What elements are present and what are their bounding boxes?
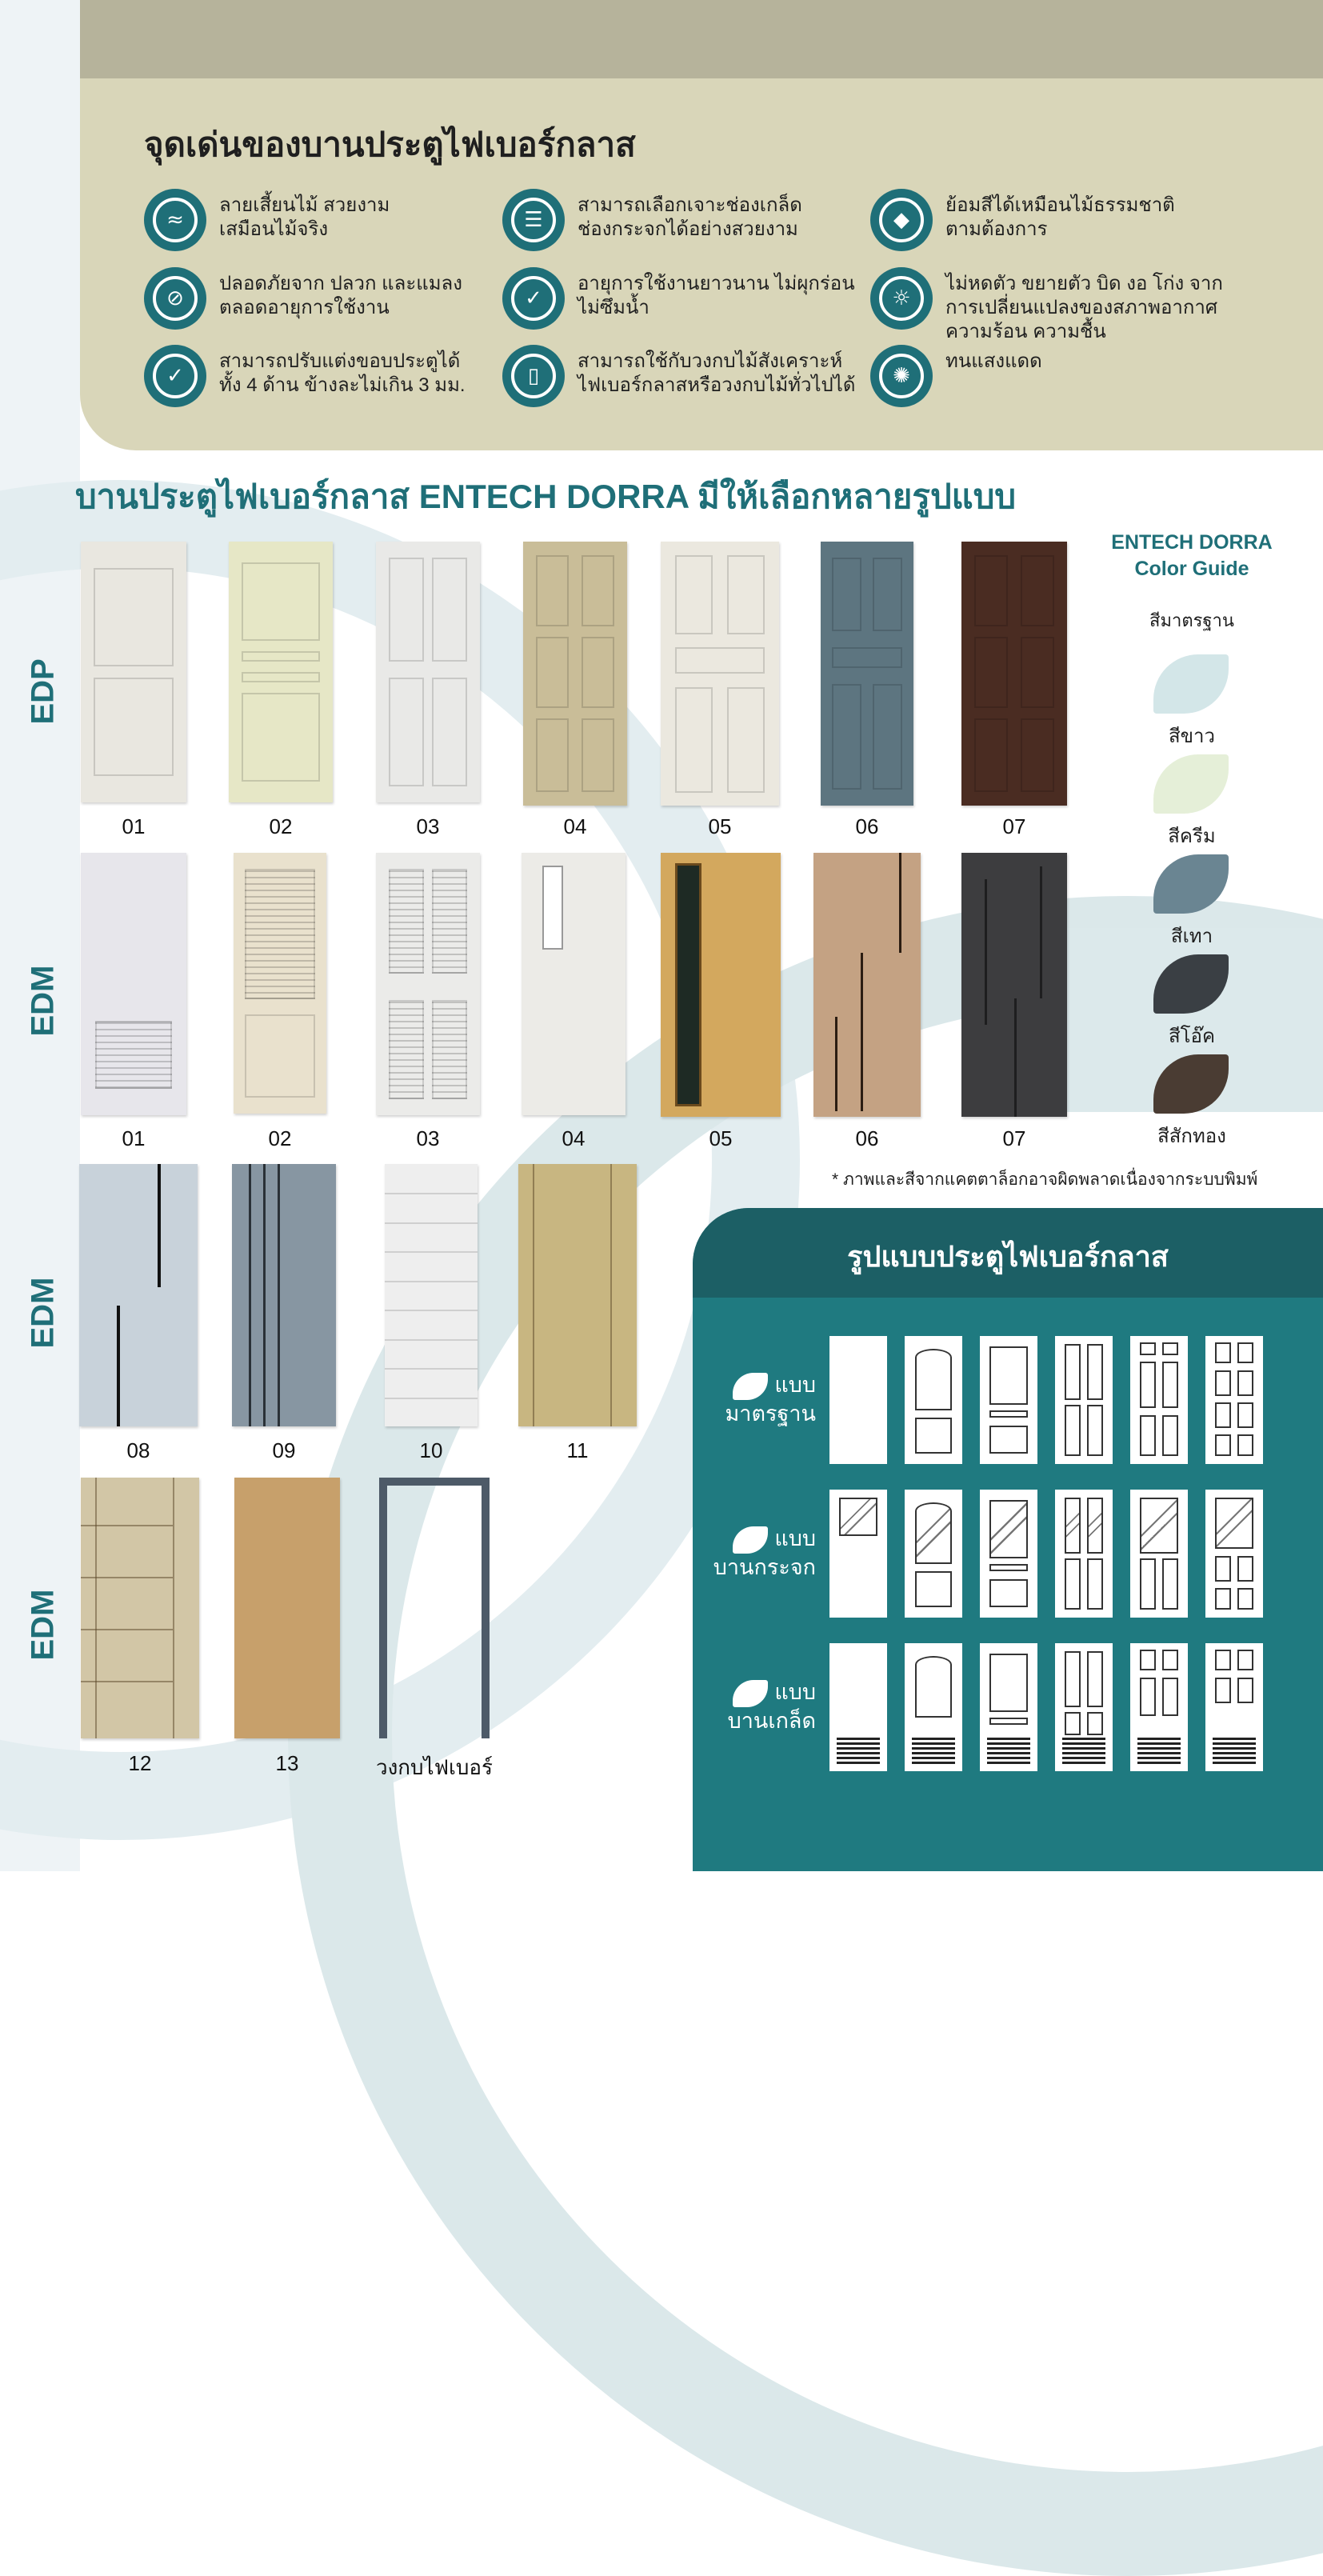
door-style-diagram [905, 1336, 962, 1464]
door-image [81, 542, 186, 802]
door-panel [389, 558, 424, 662]
door-style-row-label [693, 1371, 816, 1427]
door-groove [81, 1629, 173, 1630]
door-groove [899, 853, 901, 953]
door-style-panel-outline [1215, 1588, 1231, 1610]
door-image [961, 853, 1067, 1117]
feature-text-line: ทั้ง 4 ด้าน ข้างละไม่เกิน 3 มม. [219, 374, 466, 396]
door-style-diagram [1055, 1336, 1113, 1464]
door-style-name: มาตรฐาน [725, 1401, 816, 1426]
door-style-panel-outline [989, 1654, 1029, 1713]
door-style-panel-outline [1065, 1712, 1081, 1735]
door-number: 05 [709, 1126, 733, 1150]
door-groove [263, 1164, 266, 1426]
door-number: 04 [562, 1126, 586, 1150]
door-style-panel-outline [1140, 1362, 1156, 1408]
door-style-diagram [1205, 1643, 1263, 1771]
feature-text-line: ย้อมสีได้เหมือนไม้ธรรมชาติ [945, 194, 1175, 216]
section-title: บานประตูไฟเบอร์กลาส ENTECH DORRA มีให้เลือกหลายรูปแบบ [75, 478, 1017, 515]
feature-text [578, 350, 855, 398]
feature-text [219, 272, 462, 320]
door-number: 02 [269, 814, 293, 838]
no-weather-icon: ☼ [870, 267, 933, 330]
door-image [234, 853, 326, 1114]
color-guide-subtitle: Color Guide [1134, 558, 1249, 580]
door-style-panel-outline [989, 1579, 1029, 1607]
door-panel [242, 562, 321, 641]
door-style-diagram [1205, 1490, 1263, 1618]
door-style-panel-outline [1162, 1415, 1178, 1456]
door-style-panel-outline [1140, 1678, 1156, 1716]
door-image [379, 1478, 490, 1738]
louver-vent [912, 1738, 956, 1766]
door-style-diagram [829, 1336, 887, 1464]
door-panel [675, 863, 701, 1106]
door-panel [432, 869, 467, 974]
door-style-panel-outline [1087, 1498, 1103, 1554]
door-panel [242, 693, 321, 782]
door-groove [81, 1577, 173, 1578]
door-groove [610, 1164, 612, 1426]
door-groove [117, 1306, 120, 1426]
door-panel [95, 1021, 171, 1089]
door-style-panel-outline [1237, 1402, 1253, 1428]
door-style-panel-outline [1162, 1678, 1178, 1716]
feature-text-line: ช่องกระจกได้อย่างสวยงาม [578, 218, 798, 240]
door-style-diagram [1130, 1336, 1188, 1464]
door-panel [582, 555, 615, 626]
louver-vent [1062, 1738, 1106, 1766]
door-groove [985, 879, 987, 1025]
door-groove [835, 1017, 837, 1112]
feature-text [945, 194, 1175, 242]
door-style-panel-outline [1215, 1650, 1231, 1670]
door-image [376, 853, 480, 1115]
door-panel [432, 1000, 467, 1100]
door-number: 03 [416, 1126, 440, 1150]
leaf-icon [733, 1373, 768, 1400]
door-number: 07 [1002, 814, 1026, 838]
series-label: EDM [25, 965, 61, 1037]
door-groove [533, 1164, 534, 1426]
feature-item [502, 189, 802, 251]
door-groove [861, 953, 863, 1111]
feature-item [870, 189, 1175, 251]
door-panel [727, 687, 765, 793]
door-style-name: บานเกล็ด [727, 1708, 816, 1733]
door-panel [974, 718, 1008, 792]
door-groove [158, 1164, 161, 1287]
feature-text [578, 194, 802, 242]
door-style-panel-outline [1215, 1678, 1231, 1703]
door-groove [249, 1164, 251, 1426]
door-panel [974, 555, 1008, 626]
door-style-name: บานกระจก [713, 1554, 816, 1579]
door-panel [675, 687, 713, 793]
door-image [661, 853, 781, 1117]
door-number: 01 [122, 1126, 146, 1150]
door-groove [95, 1478, 97, 1738]
feature-text-line: ไม่หดตัว ขยายตัว บิด งอ โก่ง จาก [945, 273, 1223, 294]
door-style-diagram [980, 1643, 1037, 1771]
door-panel [873, 558, 902, 631]
feature-item [144, 189, 390, 251]
door-number: 13 [275, 1751, 299, 1775]
louver-vent [987, 1738, 1031, 1766]
feature-text-line: ปลอดภัยจาก ปลวก และแมลง [219, 273, 462, 294]
door-groove [173, 1478, 174, 1738]
door-style-panel-outline [1237, 1678, 1253, 1703]
door-groove [385, 1339, 478, 1341]
feature-text [578, 272, 855, 320]
door-groove [385, 1368, 478, 1370]
feature-text-line: เสมือนไม้จริง [219, 218, 329, 240]
disclaimer-note: * ภาพและสีจากแคตตาล็อกอาจผิดพลาดเนื่องจากระบบพิมพ์ [832, 1170, 1258, 1189]
door-style-kind: แบบ [774, 1526, 816, 1550]
feature-item [502, 345, 855, 407]
feature-text-line: ทนแสงแดด [945, 350, 1042, 372]
feature-text [945, 272, 1223, 344]
door-image [229, 542, 333, 802]
sun-icon: ✺ [870, 345, 933, 407]
no-termite-icon: ⊘ [144, 267, 206, 330]
door-style-panel-outline [1215, 1402, 1231, 1428]
door-style-panel-outline [1065, 1344, 1081, 1400]
leaf-icon [733, 1526, 768, 1554]
door-style-panel-outline [1140, 1498, 1179, 1554]
feature-text-line: สามารถใช้กับวงกบไม้สังเคราะห์ [578, 350, 843, 372]
standard-color-label: สีมาตรฐาน [1149, 610, 1234, 630]
door-style-panel-outline [1162, 1362, 1178, 1408]
door-panel [873, 684, 902, 790]
door-style-panel-outline [1140, 1650, 1156, 1670]
door-style-panel-outline [1140, 1415, 1156, 1456]
door-panel [832, 684, 861, 790]
door-image [813, 853, 921, 1117]
door-number: 07 [1002, 1126, 1026, 1150]
series-label: EDM [25, 1277, 61, 1349]
door-panel [245, 1014, 315, 1098]
door-groove [385, 1281, 478, 1282]
door-style-panel-outline [1237, 1588, 1253, 1610]
door-image [376, 542, 480, 802]
door-panel [582, 718, 615, 792]
door-style-panel-outline [839, 1498, 878, 1536]
door-style-kind: แบบ [774, 1680, 816, 1704]
door-number: 11 [566, 1438, 589, 1462]
door-style-panel [693, 1208, 1323, 1871]
feature-text [219, 350, 466, 398]
door-style-panel-outline [1237, 1434, 1253, 1456]
door-style-panel-outline [1162, 1650, 1178, 1670]
door-panel [432, 678, 467, 787]
door-style-panel-outline [1087, 1405, 1103, 1456]
feature-text-line: สามารถเลือกเจาะช่องเกล็ด [578, 194, 802, 216]
door-number: 10 [419, 1438, 443, 1462]
door-image [234, 1478, 340, 1738]
wood-grain-icon: ≈ [144, 189, 206, 251]
door-image [81, 1478, 199, 1738]
feature-text [219, 194, 390, 242]
color-guide-title [1104, 530, 1280, 582]
header-strip [80, 0, 1323, 78]
door-style-title: รูปแบบประตูไฟเบอร์กลาส [847, 1240, 1169, 1273]
leaf-icon [733, 1680, 768, 1707]
door-style-diagram [1205, 1336, 1263, 1464]
door-style-diagram [1130, 1643, 1188, 1771]
door-style-panel-outline [1237, 1342, 1253, 1363]
color-swatch [1153, 654, 1229, 714]
door-style-panel-outline [989, 1500, 1029, 1559]
door-panel [675, 647, 765, 674]
door-image [518, 1164, 637, 1426]
louver-vent [1213, 1738, 1257, 1766]
feature-item [144, 267, 462, 330]
door-panel [727, 555, 765, 634]
door-panel [675, 555, 713, 634]
saw-icon: ✓ [144, 345, 206, 407]
door-panel [542, 866, 563, 950]
door-image [961, 542, 1067, 806]
door-style-diagram [980, 1336, 1037, 1464]
door-panel [1021, 718, 1054, 792]
door-style-panel-outline [915, 1656, 952, 1718]
door-panel [389, 869, 424, 974]
door-groove [385, 1398, 478, 1399]
door-style-diagram [1130, 1490, 1188, 1618]
door-image [232, 1164, 336, 1426]
door-style-panel-outline [1162, 1342, 1178, 1355]
door-panel [832, 647, 902, 668]
door-style-diagram [1055, 1490, 1113, 1618]
door-number: 01 [122, 814, 146, 838]
door-panel [94, 568, 174, 667]
door-style-diagram [905, 1643, 962, 1771]
door-image [661, 542, 779, 806]
door-panel [536, 555, 570, 626]
door-style-diagram [829, 1490, 887, 1618]
door-style-panel-outline [989, 1564, 1029, 1572]
feature-item [870, 267, 1223, 344]
door-style-panel-outline [1215, 1498, 1254, 1549]
door-panel [389, 1000, 424, 1100]
door-image [523, 542, 627, 806]
door-groove [278, 1164, 280, 1426]
feature-text-line: ความร้อน ความชื้น [945, 321, 1106, 342]
door-style-panel-outline [989, 1346, 1029, 1406]
door-groove [1014, 998, 1017, 1118]
door-frame-icon: ▯ [502, 345, 565, 407]
door-style-panel-outline [1237, 1370, 1253, 1396]
door-style-panel-outline [1140, 1558, 1156, 1610]
color-swatch [1153, 754, 1229, 814]
door-style-panel-outline [1237, 1556, 1253, 1582]
door-style-panel-outline [1162, 1558, 1178, 1610]
color-swatch-label: สีครีม [1168, 826, 1216, 847]
series-label: EDP [25, 658, 61, 725]
door-number: 06 [855, 1126, 879, 1150]
door-style-panel-outline [1215, 1434, 1231, 1456]
door-groove [81, 1525, 173, 1526]
door-style-panel-outline [1140, 1342, 1156, 1355]
door-panel [242, 651, 321, 662]
door-image [522, 853, 626, 1115]
louver-vent [837, 1738, 881, 1766]
door-number: 09 [272, 1438, 296, 1462]
paint-bucket-icon: ◆ [870, 189, 933, 251]
check-badge-icon: ✓ [502, 267, 565, 330]
door-style-panel-outline [989, 1718, 1029, 1726]
color-swatch-label: สีขาว [1168, 726, 1215, 747]
door-style-panel-outline [1237, 1650, 1253, 1670]
feature-text-line: ตลอดอายุการใช้งาน [219, 297, 390, 318]
door-panel [432, 558, 467, 662]
color-swatch-label: สีโอ๊ค [1168, 1026, 1215, 1047]
door-panel [94, 678, 174, 777]
door-number: 04 [563, 814, 587, 838]
feature-text-line: สามารถปรับแต่งขอบประตูได้ [219, 350, 461, 372]
door-style-panel-outline [1065, 1405, 1081, 1456]
door-style-panel-outline [1215, 1556, 1231, 1582]
door-style-panel-outline [915, 1349, 952, 1410]
door-style-kind: แบบ [774, 1373, 816, 1397]
door-number: วงกบไฟเบอร์ [376, 1755, 493, 1779]
louver-vent [1137, 1738, 1181, 1766]
door-groove [385, 1193, 478, 1194]
door-groove [385, 1251, 478, 1253]
color-swatch-label: สีเทา [1170, 926, 1213, 947]
feature-text-line: การเปลี่ยนแปลงของสภาพอากาศ [945, 297, 1218, 318]
feature-text-line: อายุการใช้งานยาวนาน ไม่ผุกร่อน [578, 273, 855, 294]
feature-text [945, 350, 1042, 374]
door-groove [385, 1310, 478, 1311]
door-style-panel-outline [1087, 1712, 1103, 1735]
door-groove [1040, 866, 1042, 998]
features-title: จุดเด่นของบานประตูไฟเบอร์กลาส [144, 126, 636, 163]
door-style-diagram [905, 1490, 962, 1618]
door-number: 08 [126, 1438, 150, 1462]
door-style-panel-outline [915, 1571, 952, 1607]
door-panel [1021, 637, 1054, 708]
door-number: 06 [855, 814, 879, 838]
door-style-diagram [1055, 1643, 1113, 1771]
feature-item [144, 345, 466, 407]
door-style-row-label [693, 1678, 816, 1734]
door-panel [245, 869, 315, 999]
feature-item [502, 267, 855, 330]
door-groove [81, 1681, 173, 1682]
feature-text-line: ตามต้องการ [945, 218, 1048, 240]
door-panel [242, 672, 321, 682]
feature-text-line: ไม่ซึมน้ำ [578, 297, 650, 318]
door-style-row-label [693, 1525, 816, 1581]
door-panel [536, 637, 570, 708]
door-style-panel-outline [1087, 1344, 1103, 1400]
door-number: 05 [708, 814, 732, 838]
door-panel [582, 637, 615, 708]
feature-text-line: ไฟเบอร์กลาสหรือวงกบไม้ทั่วไปได้ [578, 374, 856, 396]
series-label: EDM [25, 1589, 61, 1661]
door-panel [389, 678, 424, 787]
door-panel [832, 558, 861, 631]
features-panel [80, 78, 1323, 450]
feature-text-line: ลายเสี้ยนไม้ สวยงาม [219, 194, 390, 216]
door-style-panel-outline [1215, 1342, 1231, 1363]
color-swatch-label: สีสักทอง [1157, 1126, 1226, 1147]
door-image [81, 853, 186, 1115]
door-style-panel-outline [1065, 1651, 1081, 1707]
feature-item [870, 345, 1042, 407]
door-panel [1021, 555, 1054, 626]
door-image [385, 1164, 478, 1426]
document-icon: ☰ [502, 189, 565, 251]
door-panel [974, 637, 1008, 708]
door-number: 12 [128, 1751, 152, 1775]
door-style-panel-outline [1065, 1558, 1081, 1610]
door-style-diagram [980, 1490, 1037, 1618]
door-groove [385, 1222, 478, 1224]
door-number: 02 [268, 1126, 292, 1150]
door-style-diagram [829, 1643, 887, 1771]
door-style-panel-outline [915, 1502, 952, 1564]
door-style-panel-outline [1087, 1651, 1103, 1707]
color-guide-brand: ENTECH DORRA [1111, 531, 1273, 554]
door-style-panel-outline [989, 1410, 1029, 1418]
door-image [79, 1164, 198, 1426]
door-style-panel-outline [1087, 1558, 1103, 1610]
door-number: 03 [416, 814, 440, 838]
door-image [821, 542, 913, 806]
door-style-panel-outline [989, 1426, 1029, 1454]
door-style-panel-outline [915, 1418, 952, 1454]
door-style-panel-outline [1215, 1370, 1231, 1396]
door-style-panel-outline [1065, 1498, 1081, 1554]
door-panel [536, 718, 570, 792]
